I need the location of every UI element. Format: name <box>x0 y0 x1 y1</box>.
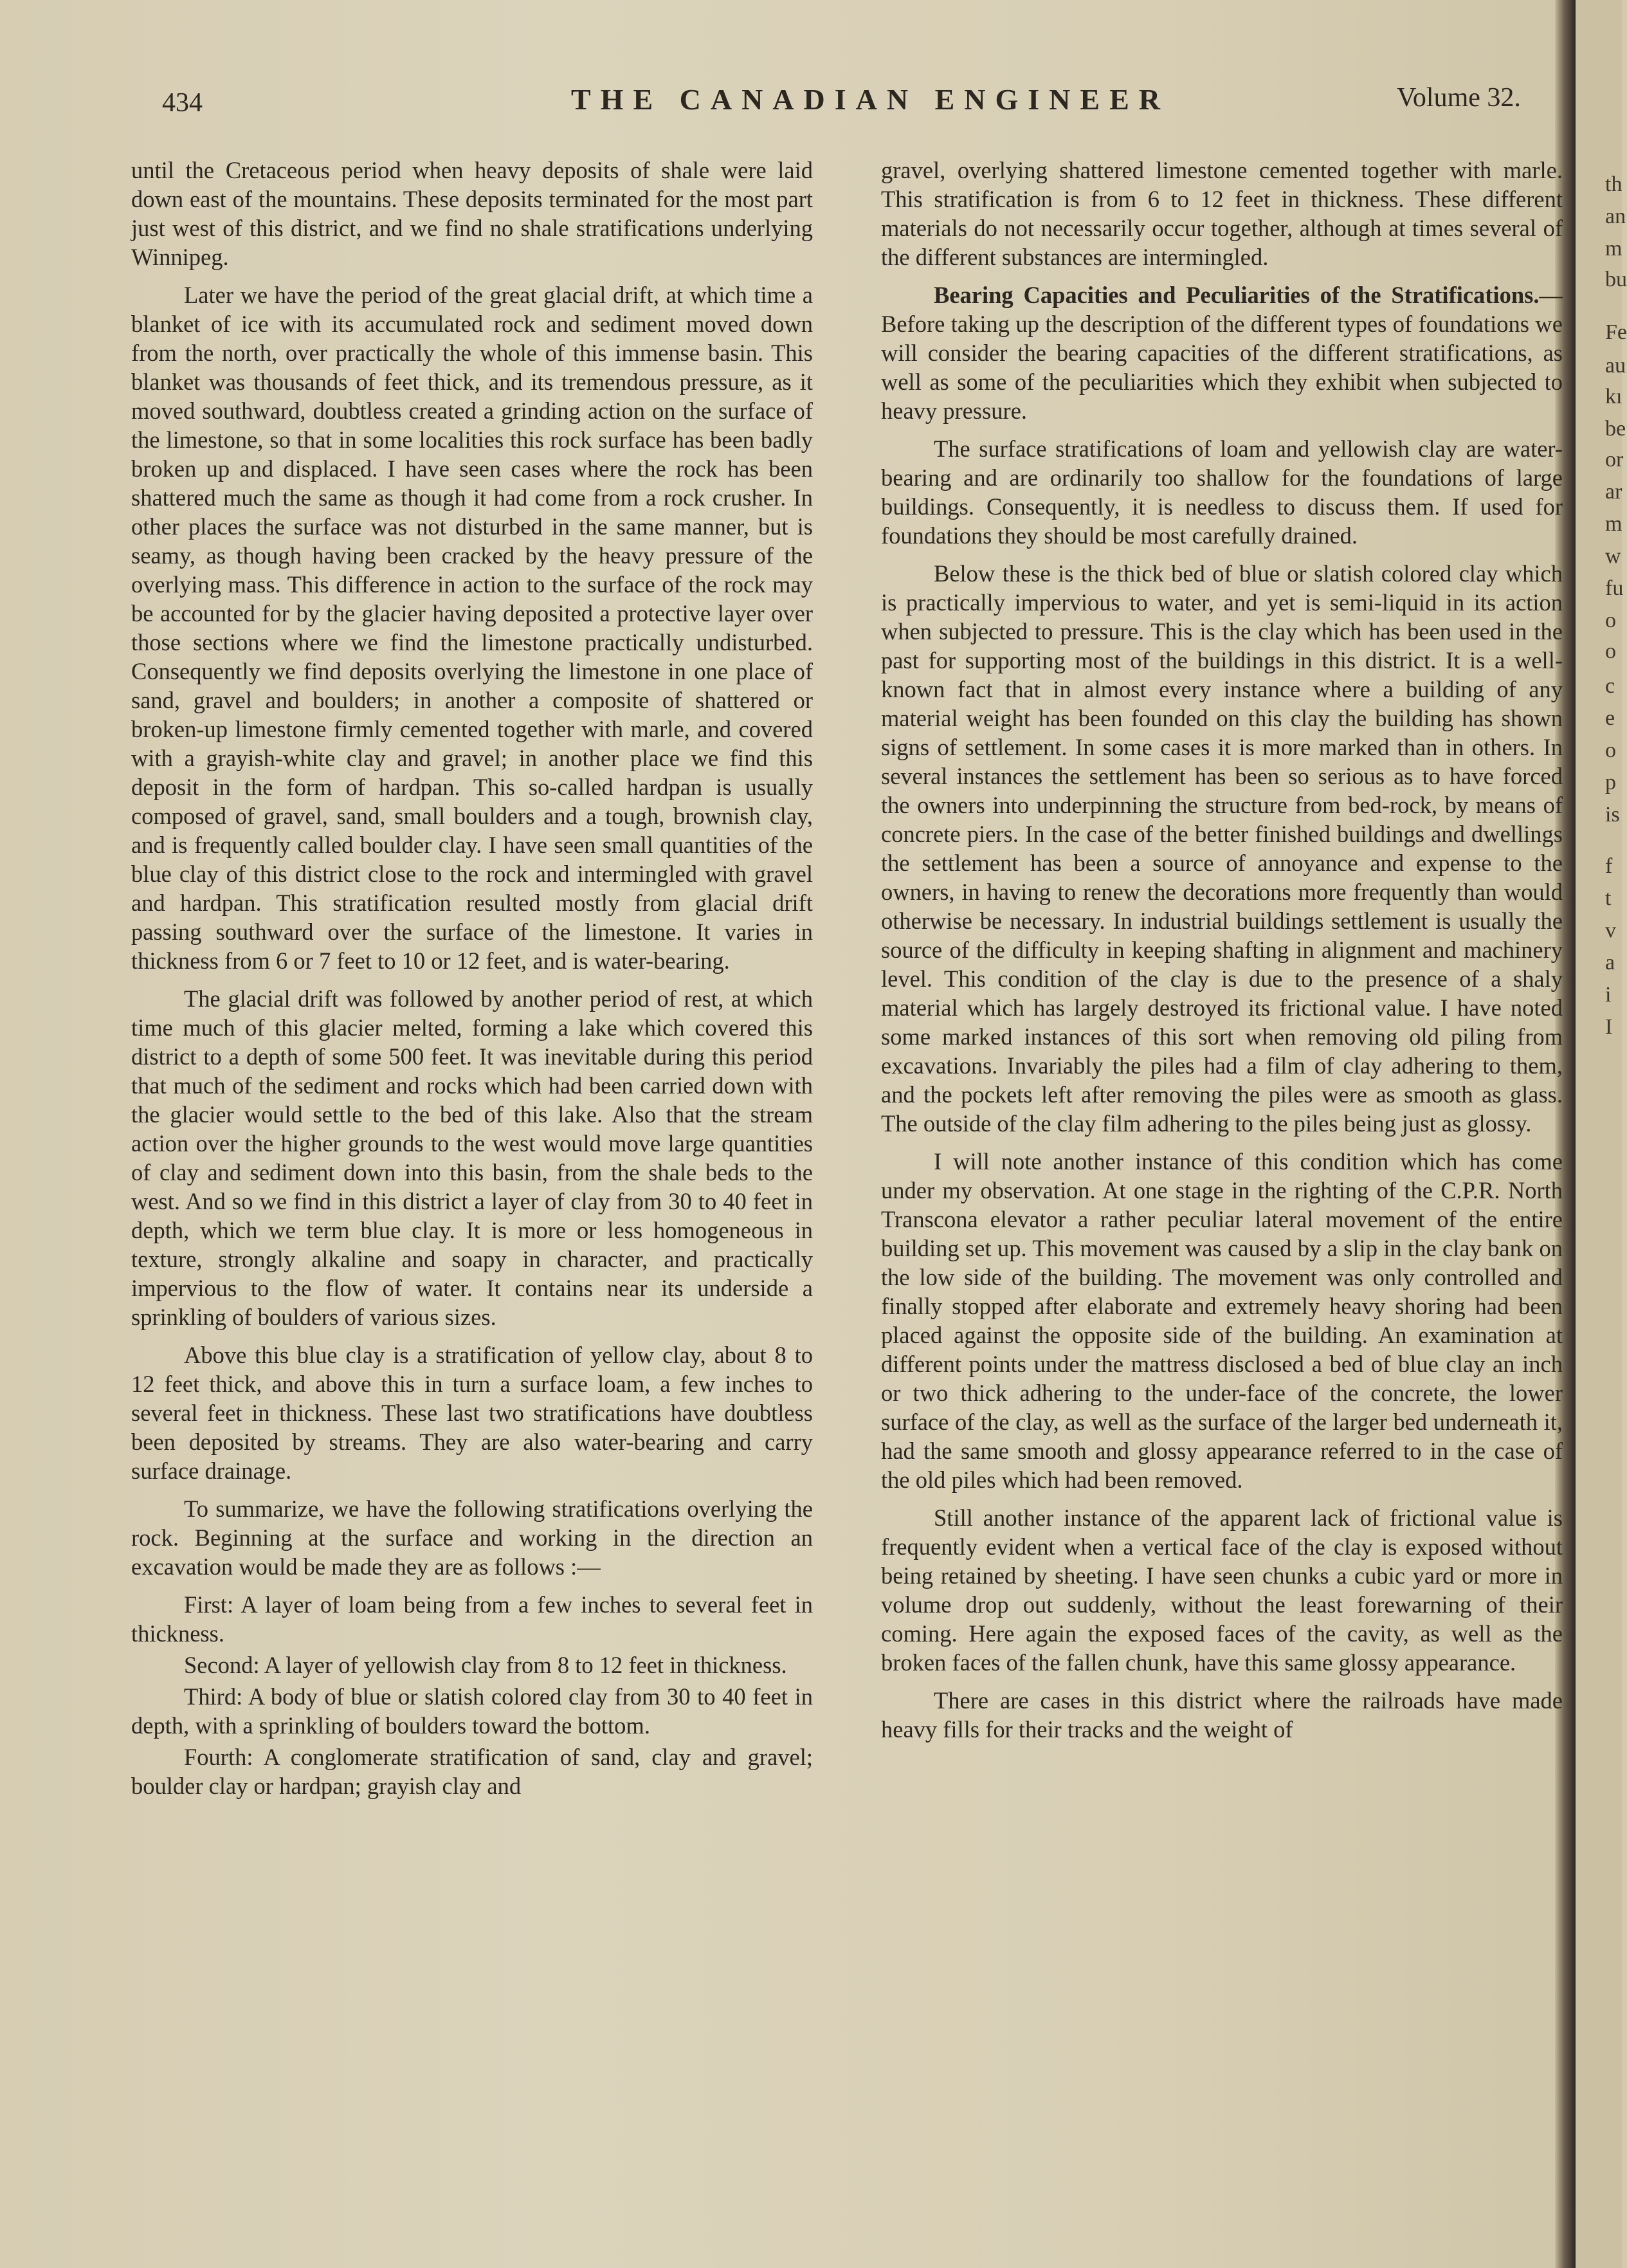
right-column <box>881 156 1563 1753</box>
adjacent-page-fragment: p <box>1605 771 1616 794</box>
list-item: First: A layer of loam being from a few inches to several feet in thickness. <box>131 1591 813 1647</box>
adjacent-page-fragment: m <box>1605 237 1622 261</box>
journal-title: THE CANADIAN ENGINEER <box>571 83 1170 116</box>
adjacent-page-fragment: kı <box>1605 385 1622 408</box>
paragraph: Later we have the period of the great glacial drift, at which time a blanket of ice with its accumulated rock and sediment moved down from the north, over practically the whole of this immense basin. This blanket was thousands of feet thick, and its tremendous pressure, as it moved southward, doubtless created a grinding action on the surface of the limestone, so that in some localities this rock surface has been badly broken up and displaced. I have seen cases where the rock has been shattered much the same as though it had come from a rock crusher. In other places the surface was not disturbed in the same manner, but is seamy, as though having been cracked by the heavy pressure of the overlying mass. This difference in action to the surface of the rock may be accounted for by the glacier having deposited a protective layer over those sections where we find the limestone practically undisturbed. Consequently we find deposits overlying the limestone in one place of sand, gravel and boulders; in another a composite of shattered or broken-up limestone firmly cemented together with marle, and covered with a grayish-white clay and gravel; in another place we find this deposit in the form of hardpan. This so-called hardpan is usually composed of gravel, sand, small boulders and a tough, brownish clay, and is frequently called boulder clay. I have seen small quantities of the blue clay of this district close to the rock and intermingled with gravel and hardpan. This stratification resulted mostly from glacial drift passing southward over the surface of the limestone. It varies in thickness from 6 or 7 feet to 10 or 12 feet, and is water-bearing. <box>131 282 813 974</box>
adjacent-page-fragment: ar <box>1605 480 1622 504</box>
page-number: 434 <box>162 88 203 118</box>
adjacent-page-fragment: o <box>1605 738 1616 762</box>
adjacent-page-fragment: au <box>1605 354 1626 378</box>
paragraph: I will note another instance of this condition which has come under my observation. At one stage in the righting of the C.P.R. North Transcona elevator a rather peculiar lateral movement of the entire building set up. This movement was caused by a slip in the clay bank on the low side of the building. The movement was only controlled and finally stopped after elaborate and extremely heavy shoring had been placed against the opposite side of the building. An examination at different points under the mattress disclosed a bed of blue clay an inch or two thick adhering to the under-face of the concrete, the lower surface of the clay, as well as the surface of the larger bed underneath it, had the same smooth and glossy appearance referred to in the case of the old piles which had been removed. <box>881 1148 1563 1493</box>
adjacent-page-fragment: an <box>1605 205 1626 228</box>
list-item: Fourth: A conglomerate stratification of sand, clay and gravel; boulder clay or hardpan; grayish clay and <box>131 1744 813 1799</box>
paragraph: To summarize, we have the following stratifications overlying the rock. Beginning at the surface and working in the direction an excavation would be made they are as follows :— <box>131 1495 813 1580</box>
section-heading: Bearing Capacities and Peculiarities of the Stratifications. <box>934 282 1540 308</box>
adjacent-page-fragment: c <box>1605 674 1615 698</box>
adjacent-page-fragment: I <box>1605 1015 1613 1039</box>
adjacent-page-fragment: fu <box>1605 576 1624 600</box>
adjacent-page-fragment: o <box>1605 608 1616 632</box>
adjacent-page-fragment: e <box>1605 706 1615 730</box>
adjacent-page-fragment: a <box>1605 951 1615 974</box>
paragraph: The glacial drift was followed by another period of rest, at which time much of this glacier melted, forming a lake which covered this district to a depth of some 500 feet. It was inevitable during this period that much of the sediment and rocks which had been carried down with the glacier would settle to the bed of this lake. Also that the stream action over the higher grounds to the west would move large quantities of clay and sediment down into this basin, from the shale beds to the west. And so we find in this district a layer of clay from 30 to 40 feet in depth, which we term blue clay. It is more or less homogeneous in texture, strongly alkaline and soapy in character, and practically impervious to the flow of water. It contains near its underside a sprinkling of boulders of various sizes. <box>131 985 813 1330</box>
adjacent-page-fragment: f <box>1605 854 1613 878</box>
paragraph: The surface stratifications of loam and yellowish clay are water-bearing and are ordinarily too shallow for the foundations of large buildings. Consequently, it is needless to discuss them. If used for foundations they should be most carefully drained. <box>881 435 1563 549</box>
adjacent-page-fragment: th <box>1605 172 1622 196</box>
adjacent-page-fragment: be <box>1605 417 1626 441</box>
paragraph: Still another instance of the apparent lack of frictional value is frequently evident when a vertical face of the clay is exposed without being retained by sheeting. I have seen chunks a cubic yard or more in volume drop out suddenly, without the least forewarning of their coming. Here again the exposed faces of the cavity, as well as the broken faces of the fallen chunk, have this same glossy appearance. <box>881 1504 1563 1676</box>
list-item: Third: A body of blue or slatish colored clay from 30 to 40 feet in depth, with a sprinkling of boulders toward the bottom. <box>131 1683 813 1739</box>
paragraph: until the Cretaceous period when heavy deposits of shale were laid down east of the mountains. These deposits terminated for the most part just west of this district, and we find no shale stratifications underlying Winnipeg. <box>131 157 813 270</box>
section-heading-text: —Before taking up the description of the different types of foundations we will consider the bearing capacities of the different stratifications, as well as some of the peculiarities which they exhibit when subjected to heavy pressure. <box>881 282 1563 424</box>
list-item: Second: A layer of yellowish clay from 8 to 12 feet in thickness. <box>184 1652 787 1678</box>
paragraph: There are cases in this district where the railroads have made heavy fills for their tracks and the weight of <box>881 1687 1563 1742</box>
adjacent-page-fragment: bu <box>1605 268 1627 291</box>
left-column <box>131 156 813 1803</box>
paragraph: Above this blue clay is a stratification of yellow clay, about 8 to 12 feet thick, and above this in turn a surface loam, a few inches to several feet in thickness. These last two stratifications have doubtless been deposited by streams. They are also water-bearing and carry surface drainage. <box>131 1342 813 1484</box>
adjacent-page-fragment: Fe <box>1605 320 1627 344</box>
adjacent-page-fragment: o <box>1605 639 1616 663</box>
adjacent-page-fragment: t <box>1605 886 1612 910</box>
adjacent-page-fragment: i <box>1605 983 1612 1007</box>
adjacent-page-fragment: is <box>1605 803 1620 827</box>
volume-label: Volume 32. <box>1397 83 1521 113</box>
running-header <box>0 76 1555 121</box>
adjacent-page-fragment: v <box>1605 919 1616 942</box>
adjacent-page-fragment: or <box>1605 448 1624 471</box>
adjacent-page-edge <box>1576 0 1627 2268</box>
adjacent-page-fragment: m <box>1605 512 1622 536</box>
adjacent-page-fragment: w <box>1605 544 1621 568</box>
paragraph: Below these is the thick bed of blue or slatish colored clay which is practically impervious to water, and yet is semi-liquid in its action when subjected to pressure. This is the clay which has been used in the past for supporting most of the buildings in this district. It is a well-known fact that in almost every instance where a building of any material weight has been founded on this clay the building has shown signs of settlement. In some cases it is more marked than in others. In several instances the settlement has been so serious as to have forced the owners into underpinning the structure from bed-rock, by means of concrete piers. In the case of the better finished buildings and dwellings the settlement has been a source of annoyance and expense to the owners, in having to renew the decorations more frequently than would otherwise be necessary. In industrial buildings settlement is usually the source of the difficulty in keeping shafting in alignment and machinery level. This condition of the clay is due to the presence of a shaly material which has largely destroyed its frictional value. I have noted some marked instances of this sort when removing old piling from excavations. Invariably the piles had a film of clay adhering to them, and the pockets left after removing the piles were as smooth as glass. The outside of the clay film adhering to the piles being just as glossy. <box>881 560 1563 1137</box>
section-paragraph <box>881 280 1563 425</box>
paragraph: gravel, overlying shattered limestone cemented together with marle. This stratification is from 6 to 12 feet in thickness. These different materials do not necessarily occur together, although at times several of the different substances are intermingled. <box>881 157 1563 270</box>
